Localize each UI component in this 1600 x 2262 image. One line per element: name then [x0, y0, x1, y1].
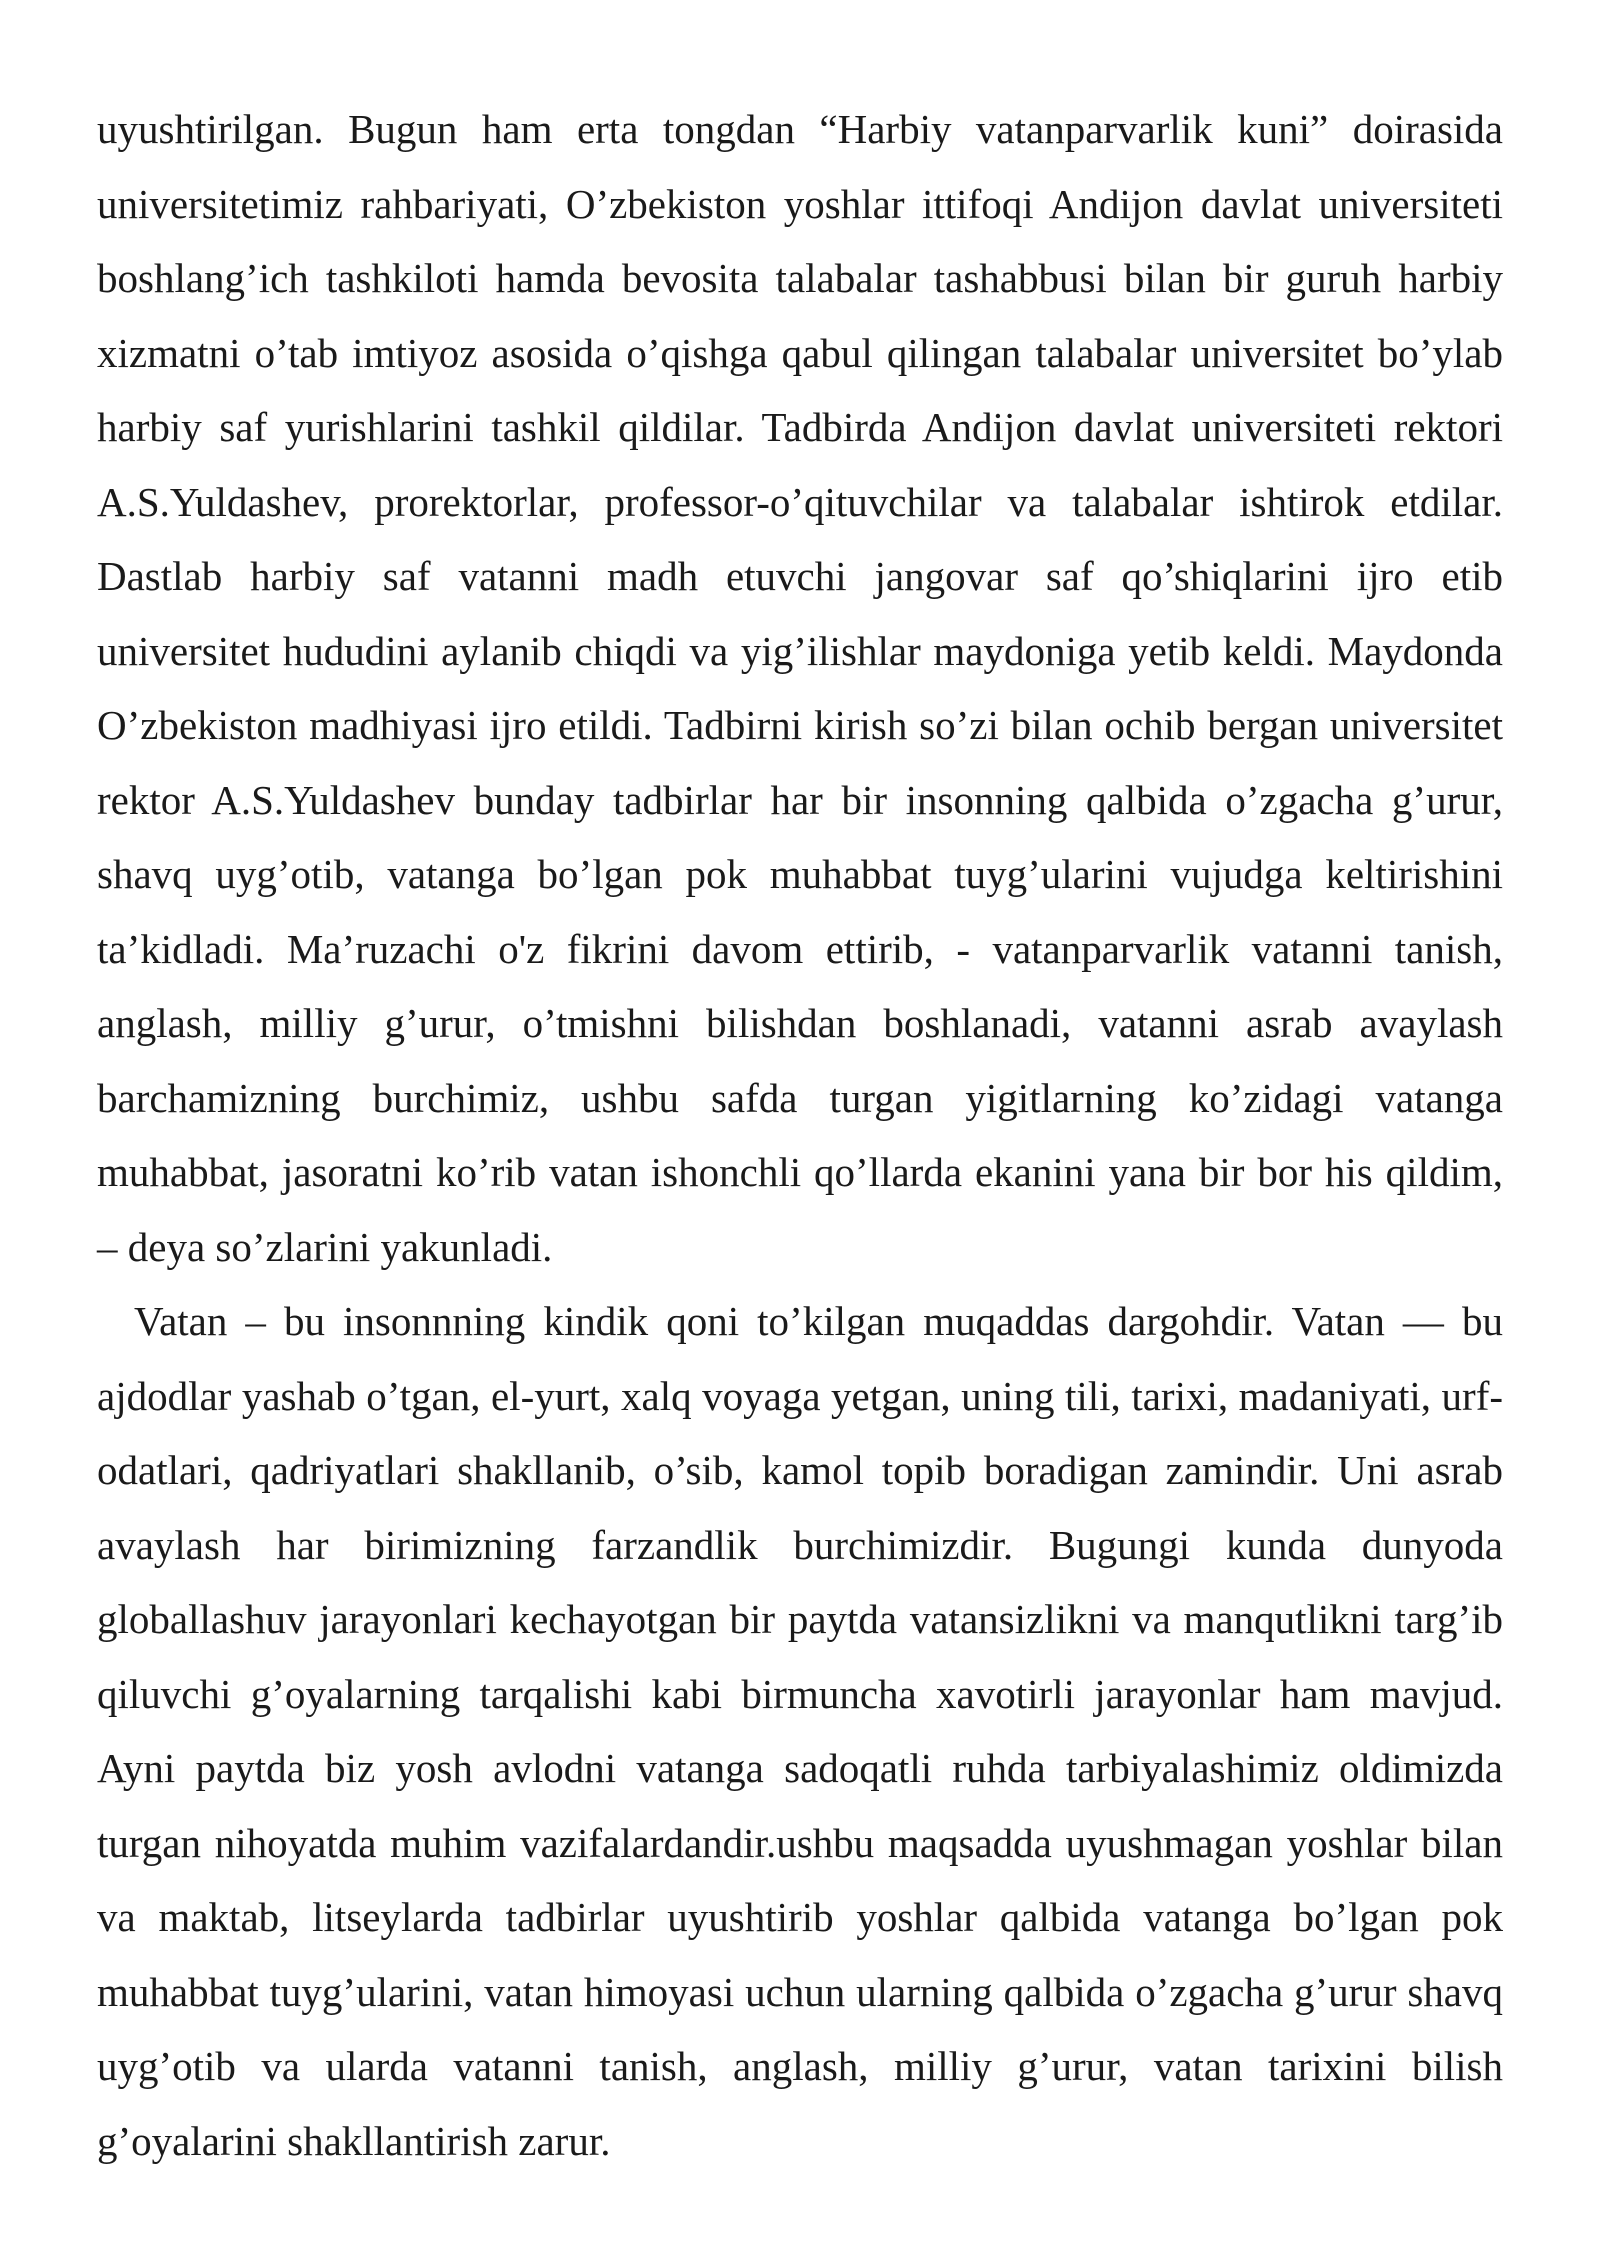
- paragraph-continued: uyushtirilgan. Bugun ham erta tongdan “Harbiy vatanparvarlik kuni” doirasida universitetimiz rahbariyati, O’zbekiston yoshlar ittifoqi Andijon davlat universiteti boshlang’ich tashkiloti hamda bevosita talabalar tashabbusi bilan bir guruh harbiy xizmatni o’tab imtiyoz asosida o’qishga qabul qilingan talabalar universitet bo’ylab harbiy saf yurishlarini tashkil qildilar. Tadbirda Andijon davlat universiteti rektori A.S.Yuldashev, prorektorlar, professor-o’qituvchilar va talabalar ishtirok etdilar. Dastlab harbiy saf vatanni madh etuvchi jangovar saf qo’shiqlarini ijro etib universitet hududini aylanib chiqdi va yig’ilishlar maydoniga yetib keldi. Maydonda O’zbekiston madhiyasi ijro etildi. Tadbirni kirish so’zi bilan ochib bergan universitet rektor A.S.Yuldashev bunday tadbirlar har bir insonning qalbida o’zgacha g’urur, shavq uyg’otib, vatanga bo’lgan pok muhabbat tuyg’ularini vujudga keltirishini ta’kidladi. Ma’ruzachi o'z fikrini davom ettirib, - vatanparvarlik vatanni tanish, anglash, milliy g’urur, o’tmishni bilishdan boshlanadi, vatanni asrab avaylash barchamizning burchimiz, ushbu safda turgan yigitlarning ko’zidagi vatanga muhabbat, jasoratni ko’rib vatan ishonchli qo’llarda ekanini yana bir bor his qildim, – deya so’zlarini yakunladi.: [97, 106, 1503, 1270]
- document-body: [97, 92, 1503, 2178]
- paragraph-vatan: Vatan – bu insonnning kindik qoni to’kilgan muqaddas dargohdir. Vatan — bu ajdodlar yashab o’tgan, el-yurt, xalq voyaga yetgan, uning tili, tarixi, madaniyati, urf-odatlari, qadriyatlari shakllanib, o’sib, kamol topib boradigan zamindir. Uni asrab avaylash har birimizning farzandlik burchimizdir. Bugungi kunda dunyoda globallashuv jarayonlari kechayotgan bir paytda vatansizlikni va manqutlikni targ’ib qiluvchi g’oyalarning tarqalishi kabi birmuncha xavotirli jarayonlar ham mavjud. Ayni paytda biz yosh avlodni vatanga sadoqatli ruhda tarbiyalashimiz oldimizda turgan nihoyatda muhim vazifalardandir.ushbu maqsadda uyushmagan yoshlar bilan va maktab, litseylarda tadbirlar uyushtirib yoshlar qalbida vatanga bo’lgan pok muhabbat tuyg’ularini, vatan himoyasi uchun ularning qalbida o’zgacha g’urur shavq uyg’otib va ularda vatanni tanish, anglash, milliy g’urur, vatan tarixini bilish g’oyalarini shakllantirish zarur.: [97, 1298, 1503, 2164]
